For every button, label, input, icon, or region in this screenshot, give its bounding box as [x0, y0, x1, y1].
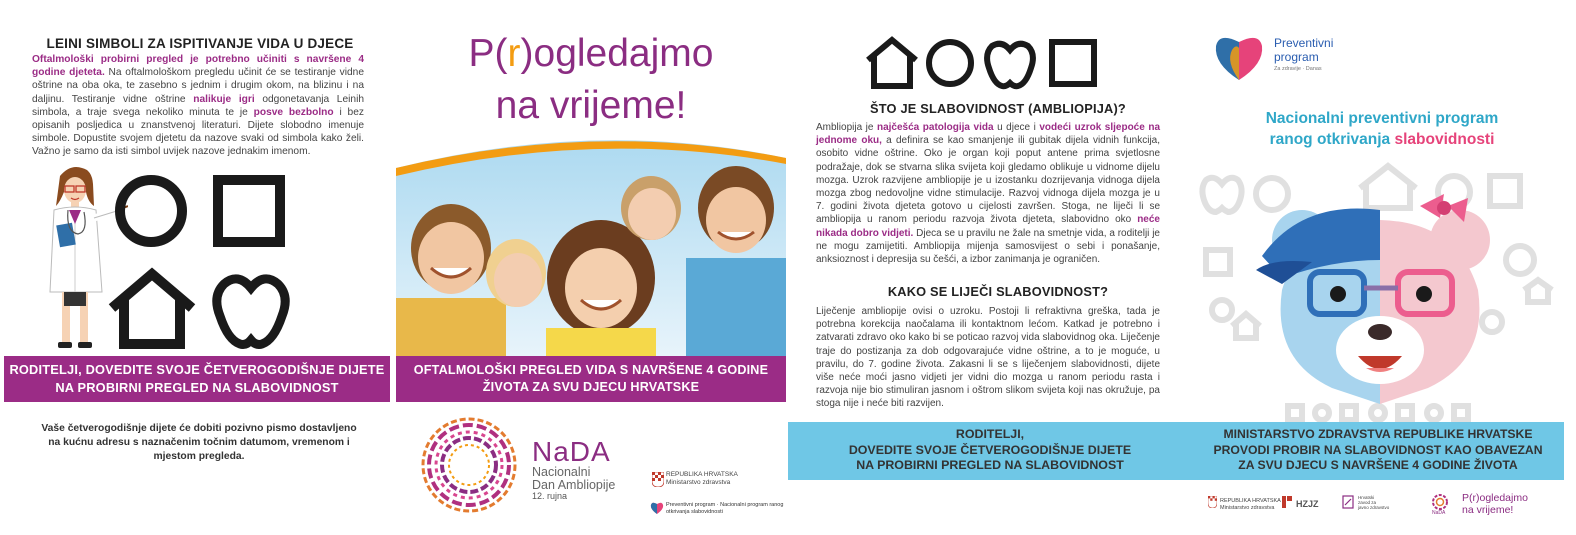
panel1-hl-game: nalikuje igri — [193, 93, 255, 105]
footer-institute — [1358, 495, 1389, 510]
slogan-part-r: r — [507, 32, 521, 75]
pp-small-a: Preventivni program — [666, 502, 716, 508]
panel1-band: RODITELJI, DOVEDITE SVOJE ČETVEROGODIŠNJE DIJETE NA PROBIRNI PREGLED NA SLABOVIDNOST — [4, 356, 390, 402]
slogan-part-b: )ogledajmo — [520, 32, 714, 75]
title-line2-pink: slabovidnosti — [1394, 131, 1495, 148]
band4-line3: ZA SVU DJECU S NAVRŠENE 4 GODINE ŽIVOTA — [1238, 458, 1518, 472]
panel2-program-logos: Preventivni program · Nacionalni program ranog otkrivanja slabovidnosti — [666, 502, 784, 515]
footer-nada: NaDA — [1432, 510, 1446, 516]
panel-campaign — [396, 0, 786, 535]
treatment-text: Liječenje ambliopije ovisi o uzroku. Postoji li refraktivna greška, tada je potrebna korekcija naočalama ili kontaktnom lećom. Katkad je potrebno i zatvarati zdravo oko kako bi se poticao razvoj vida slabovidnog oka. Liječenje traje do postizanja za dob odgovarajuće vidne oštrine, a to je moguće, u pravilu, do 7. godine života. Zakasni li se s liječenjem slabovidnosti, dijete više neće moći jasno vidjeti jer vidni dio mozga u ranom periodu rasta i razvoja nije bio stimuliran jasnom i oštrom slikom svijeta koji nas okružuje, pa stoga nije i neće biti razvijen. — [816, 306, 1160, 410]
croatia-coat-of-arms-icon — [652, 472, 664, 487]
nada-small-logo — [1432, 494, 1448, 510]
panel1-footer: Vaše četverogodišnje dijete će dobiti pozivno pismo dostavljeno na kućnu adresu s naznačenim točnim datumom, vremenom i mjestom pregleda. — [41, 423, 357, 462]
t1-hl3: neće nikada dobro vidjeti. — [816, 214, 1160, 239]
pp-line2: program — [1274, 50, 1319, 64]
panel3-band — [788, 422, 1192, 480]
institute-icon — [1342, 495, 1354, 509]
panel-amblyopia-info — [788, 0, 1192, 535]
apple-symbol — [210, 268, 292, 350]
nada-sub-line1: Nacionalni — [532, 465, 591, 479]
slogan-part-a: P( — [468, 32, 508, 75]
republika-label: REPUBLIKA HRVATSKA — [666, 471, 738, 478]
pp-small-b: Nacionalni program ranog otkrivanja slabovidnosti — [666, 502, 784, 515]
footer-slogan-b: na vrijeme! — [1462, 504, 1514, 516]
title-line2 — [1212, 129, 1552, 150]
hzjz-icon — [1282, 496, 1292, 508]
t1-a: Ambliopija je — [816, 122, 877, 133]
t1-hl1: najčešća patologija vida — [876, 122, 994, 133]
footer-rh-b: Ministarstvo zdravstva — [1220, 504, 1275, 511]
slogan-line2: na vrijeme! — [495, 84, 687, 127]
nada-subtitle — [532, 466, 615, 491]
square-symbol — [212, 174, 286, 248]
footer-slogan — [1462, 492, 1528, 516]
circle-symbol — [112, 172, 190, 250]
nada-title: NaDA — [532, 436, 611, 467]
ministarstvo-label: Ministarstvo zdravstva — [666, 479, 731, 486]
panel4-band — [1192, 422, 1564, 480]
footer-slogan-a: P(r)ogledajmo — [1462, 492, 1528, 504]
t1-d: Djeca se u pravilu ne žale na smetnje vida, a roditelji je ne mogu zamijetiti. Ambliopija mijenja samosvijest o sebi i ponašanje, anksioznost i depresija su češći, a izbor zanimanja je ograničen. — [816, 227, 1160, 266]
circle-symbol-small — [929, 42, 971, 84]
croatia-coat-of-arms-icon — [1208, 496, 1217, 508]
band4-line1: MINISTARSTVO ZDRAVSTVA REPUBLIKE HRVATSKE — [1223, 427, 1533, 441]
amblyopia-text — [816, 121, 1160, 266]
panel2-ministry-logo — [666, 471, 738, 487]
heart-logo-icon — [650, 501, 664, 515]
inst-b: zavod za — [1358, 500, 1377, 505]
panel-program-cover — [1192, 0, 1576, 535]
t1-b: u djece i — [993, 122, 1040, 133]
bear-illustration — [1192, 160, 1576, 422]
panel1-hl-painless: posve bezbolno — [253, 106, 334, 118]
house-symbol — [104, 266, 200, 350]
panel2-band: OFTALMOLOŠKI PREGLED VIDA S NAVRŠENE 4 GODINE ŽIVOTA ZA SVU DJECU HRVATSKE — [396, 356, 786, 402]
pp-name — [1274, 36, 1333, 64]
title-line1: Nacionalni preventivni program — [1265, 110, 1499, 127]
pp-line1: Preventivni — [1274, 36, 1334, 50]
band3-line2: DOVEDITE SVOJE ČETVEROGODIŠNJE DIJETE — [848, 442, 1132, 457]
inst-a: Hrvatski — [1358, 495, 1375, 500]
footer-ministry — [1220, 498, 1281, 511]
footer-hzjz: HZJZ — [1296, 499, 1319, 509]
square-symbol-small — [1052, 42, 1094, 84]
program-title — [1212, 108, 1552, 150]
panel-lea-symbols — [0, 0, 396, 535]
band4-line2: PROVODI PROBIR NA SLABOVIDNOST KAO OBAVEZAN — [1213, 442, 1543, 457]
preventivni-program-logo — [1212, 32, 1266, 82]
nada-logo — [414, 410, 524, 520]
panel1-text-a: Na oftalmološkom pregledu učinit će se testiranje vidne oštrine na oba oka, te zasebno s jednim i drugim okom, na blizinu i na daljinu. Testiranje vidne oštrine — [32, 67, 364, 105]
title-line2-a: ranog otkrivanja — [1269, 131, 1395, 148]
footer-rh-a: REPUBLIKA HRVATSKA — [1220, 498, 1281, 504]
panel1-intro: Oftalmološki probirni pregled je potrebno učiniti s navršene 4 godine djeteta. — [32, 54, 364, 79]
children-photo — [396, 128, 786, 358]
footer-logos — [1192, 490, 1576, 520]
panel1-text — [32, 53, 364, 159]
nada-date: 12. rujna — [532, 491, 568, 501]
band3-line1: RODITELJI, — [955, 427, 1025, 441]
panel1-text-b: odgonetavanja Leinih simbola, a traje svega nekoliko minuta te je — [32, 93, 365, 118]
inst-c: javno zdravstvo — [1358, 505, 1390, 510]
t1-hl2: vodeći uzrok sljepoće na jednome oku, — [816, 122, 1161, 147]
apple-symbol-small — [987, 44, 1033, 86]
heading-what-is-amblyopia: ŠTO JE SLABOVIDNOST (AMBLIOPIJA)? — [870, 101, 1126, 116]
panel1-text-c: i bez opisanih posljedica u znanstvenoj literaturi. Dijete slobodno imenuje simbole. Dopustite svojem djetetu da nazove svaki od simbola kako želi. Važno je samo da isti simbol uvijek nazove jednakim imenom. — [32, 106, 364, 158]
campaign-slogan — [406, 28, 776, 132]
house-symbol-small — [868, 40, 916, 86]
heading-treatment: KAKO SE LIJEČI SLABOVIDNOST? — [887, 284, 1109, 299]
nada-sub-line2: Dan Ambliopije — [532, 477, 616, 492]
pp-tagline: Za zdravije · Danas — [1274, 66, 1322, 72]
band3-line3: NA PROBIRNI PREGLED NA SLABOVIDNOST — [856, 458, 1124, 472]
t1-c: a definira se kao smanjenje ili gubitak dijela vidnih funkcija, osobito vidne oštrine. Oko je organ koji poput antene prima svjetlosne podražaje, dok se stvarna slika svijeta koji gledamo oblikuje u vidnome dijelu mozga. Uzrok razvijene ambliopije je u izostanku dozrijevanja vidnoga dijela mozga zbog nedovoljne vidne stimulacije. Razvoj vidnoga dijela mozga je u 7. godini života djeteta gotovo u cijelosti završen. Stoga, ne liječi li se ambliopija u ranom periodu razvoja života djeteta, slabovidno oko — [816, 135, 1161, 226]
panel1-title: LEINI SIMBOLI ZA ISPITIVANJE VIDA U DJECE — [46, 36, 354, 51]
lea-symbols-row — [862, 36, 1102, 90]
